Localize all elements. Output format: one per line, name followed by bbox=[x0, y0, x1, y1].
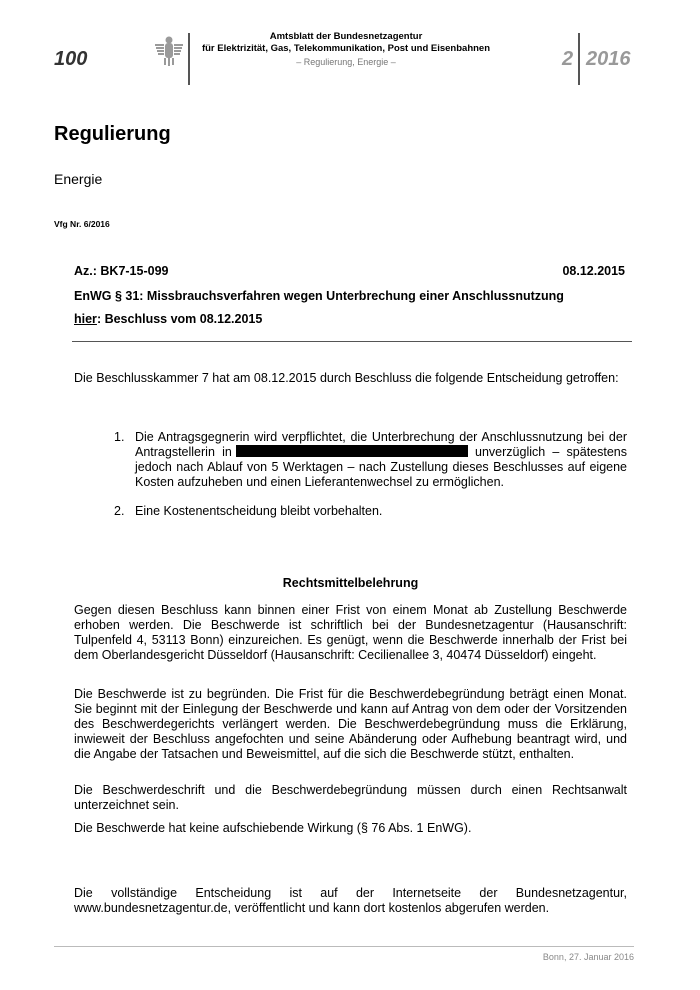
header-divider-left bbox=[188, 33, 190, 85]
case-date: 08.12.2015 bbox=[562, 264, 625, 278]
footer-date: Bonn, 27. Januar 2016 bbox=[542, 952, 634, 962]
list-item-number: 1. bbox=[114, 430, 125, 444]
legal-remedy-paragraph: Die Beschwerdeschrift und die Beschwerdebegründung müssen durch einen Rechtsanwalt unterzeichnet sein. bbox=[74, 783, 627, 812]
journal-title-line1: Amtsblatt der Bundesnetzagentur bbox=[269, 31, 423, 42]
legal-remedy-paragraph: Die Beschwerde hat keine aufschiebende Wirkung (§ 76 Abs. 1 EnWG). bbox=[74, 821, 472, 835]
list-item-number: 2. bbox=[114, 504, 125, 518]
legal-remedy-paragraph: Gegen diesen Beschluss kann binnen einer Frist von einem Monat ab Zustellung Beschwerde erhoben werden. Die Beschwerde ist schriftlich bei der Bundesnetzagentur (Hausanschrift: Tulpenfeld 4, 53113 Bonn) einzureichen. Es genügt, wenn die Beschwerde innerhalb der Frist bei dem Oberlandesgericht Düsseldorf (Hausanschrift: Cecilienallee 3, 40474 Düsseldorf) eingeht. bbox=[74, 603, 627, 662]
hier-text: : Beschluss vom 08.12.2015 bbox=[96, 312, 263, 326]
list-item bbox=[135, 430, 627, 490]
page-number: 100 bbox=[54, 48, 88, 70]
federal-eagle-icon bbox=[154, 34, 184, 70]
case-hier bbox=[74, 312, 262, 326]
decision-intro: Die Beschlusskammer 7 hat am 08.12.2015 durch Beschluss die folgende Entscheidung getroffen: bbox=[74, 371, 619, 385]
item1-text-part1: Die Antragsgegnerin wird verpflichtet, die Unterbrechung der Anschlussnutzung bei der Antragstellerin in bbox=[135, 430, 627, 459]
header-divider-right bbox=[578, 33, 580, 85]
journal-title-line2: für Elektrizität, Gas, Telekommunikation, Post und Eisenbahnen bbox=[201, 43, 491, 54]
list-item: Eine Kostenentscheidung bleibt vorbehalten. bbox=[135, 504, 383, 518]
page-subtitle: Energie bbox=[54, 171, 103, 187]
vfg-number: Vfg Nr. 6/2016 bbox=[54, 219, 110, 229]
hier-label: hier bbox=[74, 312, 97, 326]
closing-paragraph: Die vollständige Entscheidung ist auf der Internetseite der Bundesnetzagentur, www.bundesnetzagentur.de, veröffentlicht und kann dort kostenlos abgerufen werden. bbox=[74, 886, 627, 915]
case-subject: EnWG § 31: Missbrauchsverfahren wegen Unterbrechung einer Anschlussnutzung bbox=[74, 289, 564, 303]
section-line: – Regulierung, Energie – bbox=[296, 57, 396, 67]
item1-text-part2: unverzüglich – spätestens jedoch nach Ablauf von 5 Werktagen – nach Zustellung dieses Beschlusses auf eigene Kosten aufzuheben und einen Lieferantenwechsel zu ermöglichen. bbox=[135, 445, 627, 489]
header-rule bbox=[72, 341, 632, 342]
legal-remedy-heading: Rechtsmittelbelehrung bbox=[282, 576, 419, 590]
footer-rule bbox=[54, 946, 634, 947]
issue-year: 2016 bbox=[586, 48, 631, 70]
journal-title bbox=[200, 31, 492, 55]
page-title: Regulierung bbox=[54, 123, 171, 145]
case-reference: Az.: BK7-15-099 bbox=[74, 264, 169, 278]
issue-number: 2 bbox=[562, 48, 574, 70]
legal-remedy-paragraph: Die Beschwerde ist zu begründen. Die Frist für die Beschwerdebegründung beträgt einen Monat. Sie beginnt mit der Einlegung der Beschwerde und kann auf Antrag von dem oder der Vorsitzenden des Beschwerdegerichts verlängert werden. Die Beschwerdebegründung muss die Erklärung, inwieweit der Beschluss angefochten und seine Abänderung oder Aufhebung beantragt wird, und die Angabe der Tatsachen und Beweismittel, auf die sich die Beschwerde stützt, enthalten. bbox=[74, 687, 627, 761]
redaction-bar bbox=[236, 445, 468, 457]
